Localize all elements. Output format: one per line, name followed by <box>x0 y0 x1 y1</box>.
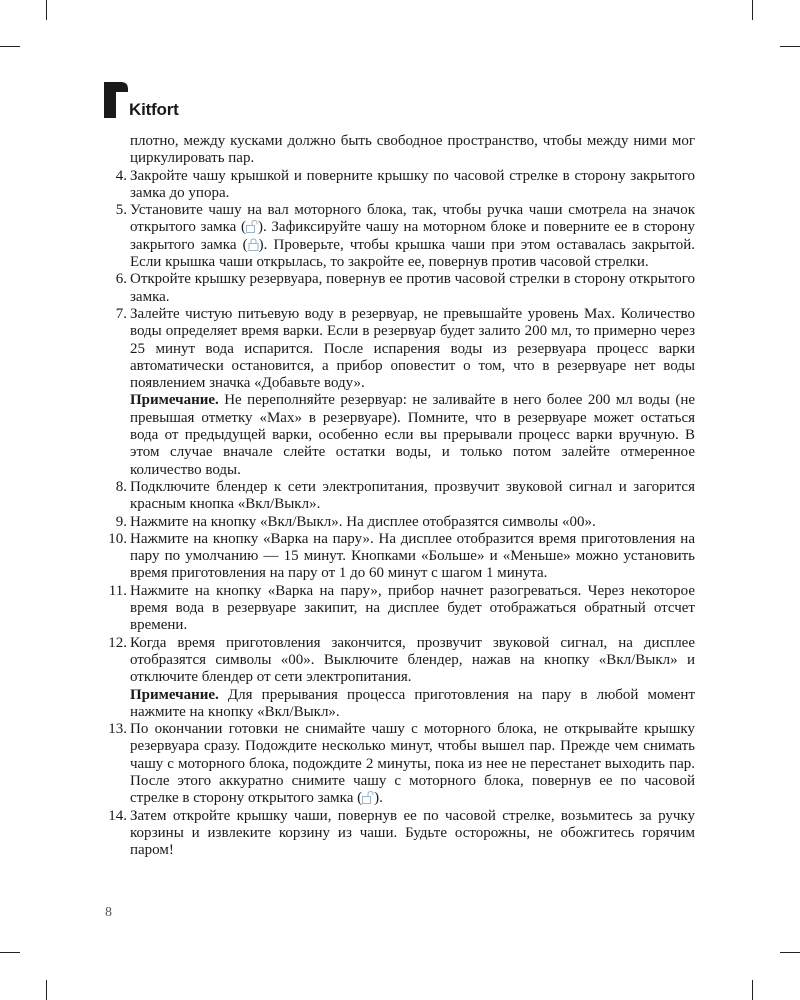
note-label: Примечание. <box>130 686 219 703</box>
brand-name: Kitfort <box>129 100 179 119</box>
step-text: По окончании готовки не снимайте чашу с моторного блока, не открывайте крышку резервуара сразу. Подождите несколько минут, чтобы вышел пар. Прежде чем снимать чашу с моторного блока, подождите 2 минуты, пока из нее не перестанет выходить пар. После этого аккуратно снимите чашу с моторного блока, повернув ее по часовой стрелке в сторону открытого замка ( <box>130 721 695 807</box>
crop-mark <box>46 0 47 20</box>
unlocked-padlock-icon <box>246 220 258 233</box>
step-item <box>105 271 695 306</box>
step-text: Закройте чашу крышкой и поверните крышку по часовой стрелке в сторону закрытого замка до упора. <box>130 167 695 201</box>
crop-mark <box>780 46 800 47</box>
unlocked-padlock-icon <box>362 791 374 804</box>
crop-mark <box>46 980 47 1000</box>
step-number: 10. <box>108 530 127 547</box>
step-item <box>105 808 695 860</box>
step-item <box>105 306 695 479</box>
crop-mark <box>0 46 20 47</box>
step-number: 8. <box>115 478 127 495</box>
step-number: 13. <box>108 721 127 738</box>
step-number: 7. <box>115 305 127 322</box>
step-number: 9. <box>115 513 127 530</box>
crop-mark <box>752 980 753 1000</box>
kitfort-logo-icon <box>104 82 128 118</box>
crop-mark <box>752 0 753 20</box>
step-number: 11. <box>108 582 127 599</box>
note-label: Примечание. <box>130 392 219 409</box>
page-number: 8 <box>105 905 112 920</box>
step-text: Затем откройте крышку чаши, повернув ее по часовой стрелке, возьмитесь за ручку корзины и извлеките корзину из чаши. Будьте осторожны, не обожгитесь горячим паром! <box>130 807 695 859</box>
step-text: Когда время приготовления закончится, прозвучит звуковой сигнал, на дисплее отобразятся символы «00». Выключите блендер, нажав на кнопку «Вкл/Выкл» и отключите блендер от сети электропитания. <box>130 634 695 686</box>
step-item <box>105 531 695 583</box>
step-item <box>105 721 695 807</box>
step-text: ). Проверьте, чтобы крышка чаши при этом оставалась закрытой. Если крышка чаши открылась, то закройте ее, повернув против часовой стрелки. <box>130 236 695 271</box>
paragraph-continuation: плотно, между кусками должно быть свободное пространство, чтобы между ними мог циркулировать пар. <box>130 133 695 167</box>
step-item <box>105 479 695 514</box>
step-item <box>105 635 695 721</box>
step-number: 4. <box>115 167 127 184</box>
crop-mark <box>780 952 800 953</box>
step-text: Откройте крышку резервуара, повернув ее против часовой стрелки в сторону открытого замка. <box>130 271 695 305</box>
step-number: 6. <box>115 271 127 288</box>
instructions-body <box>105 133 695 859</box>
step-text: Залейте чистую питьевую воду в резервуар, не превышайте уровень Max. Количество воды определяет время варки. Если в резервуар будет залито 200 мл, то примерно через 25 минут вода испарится. После испарения воды из резервуара процесс варки автоматически остановится, а прибор оповестит о том, что в резервуаре нет воды появлением значка «Добавьте воду». <box>130 305 695 392</box>
instruction-steps <box>105 168 695 860</box>
step-text: Установите чашу на вал моторного блока, так, чтобы ручка чаши смотрела на значок открытого замка ( <box>130 202 695 236</box>
note-text: Для прерывания процесса приготовления на пару в любой момент нажмите на кнопку «Вкл/Выкл». <box>130 686 695 720</box>
step-item <box>105 168 695 203</box>
note-text: Не переполняйте резервуар: не заливайте в него более 200 мл воды (не превышая отметку «Max» в резервуаре). Помните, что в резервуаре может остаться вода от предыдущей варки, особенно если вы прерывали процесс варки вручную. В этом случае вначале слейте остатки воды, и только потом залейте отмеренное количество воды. <box>130 392 695 478</box>
step-text: Нажмите на кнопку «Варка на пару». На дисплее отобразится время приготовления на пару по умолчанию — 15 минут. Кнопками «Больше» и «Меньше» можно установить время приготовления на пару от 1 до 60 минут с шагом 1 минута. <box>130 530 695 582</box>
step-item <box>105 514 695 531</box>
step-text: ). <box>374 790 383 807</box>
brand-logo <box>104 82 179 118</box>
step-text: Нажмите на кнопку «Вкл/Выкл». На дисплее отобразятся символы «00». <box>130 513 596 530</box>
step-item <box>105 202 695 271</box>
step-number: 12. <box>108 634 127 651</box>
step-text: Подключите блендер к сети электропитания, прозвучит звуковой сигнал и загорится красным кнопка «Вкл/Выкл». <box>130 478 695 513</box>
step-text: ). Зафиксируйте чашу на моторном блоке и поверните ее в сторону закрытого замка ( <box>130 219 695 253</box>
crop-mark <box>0 952 20 953</box>
step-number: 5. <box>115 202 127 219</box>
step-item <box>105 583 695 635</box>
locked-padlock-icon <box>248 238 259 251</box>
step-text: Нажмите на кнопку «Варка на пару», прибор начнет разогреваться. Через некоторое время вода в резервуаре закипит, на дисплее будет отображаться обратный отсчет времени. <box>130 582 695 634</box>
step-number: 14. <box>108 807 127 824</box>
